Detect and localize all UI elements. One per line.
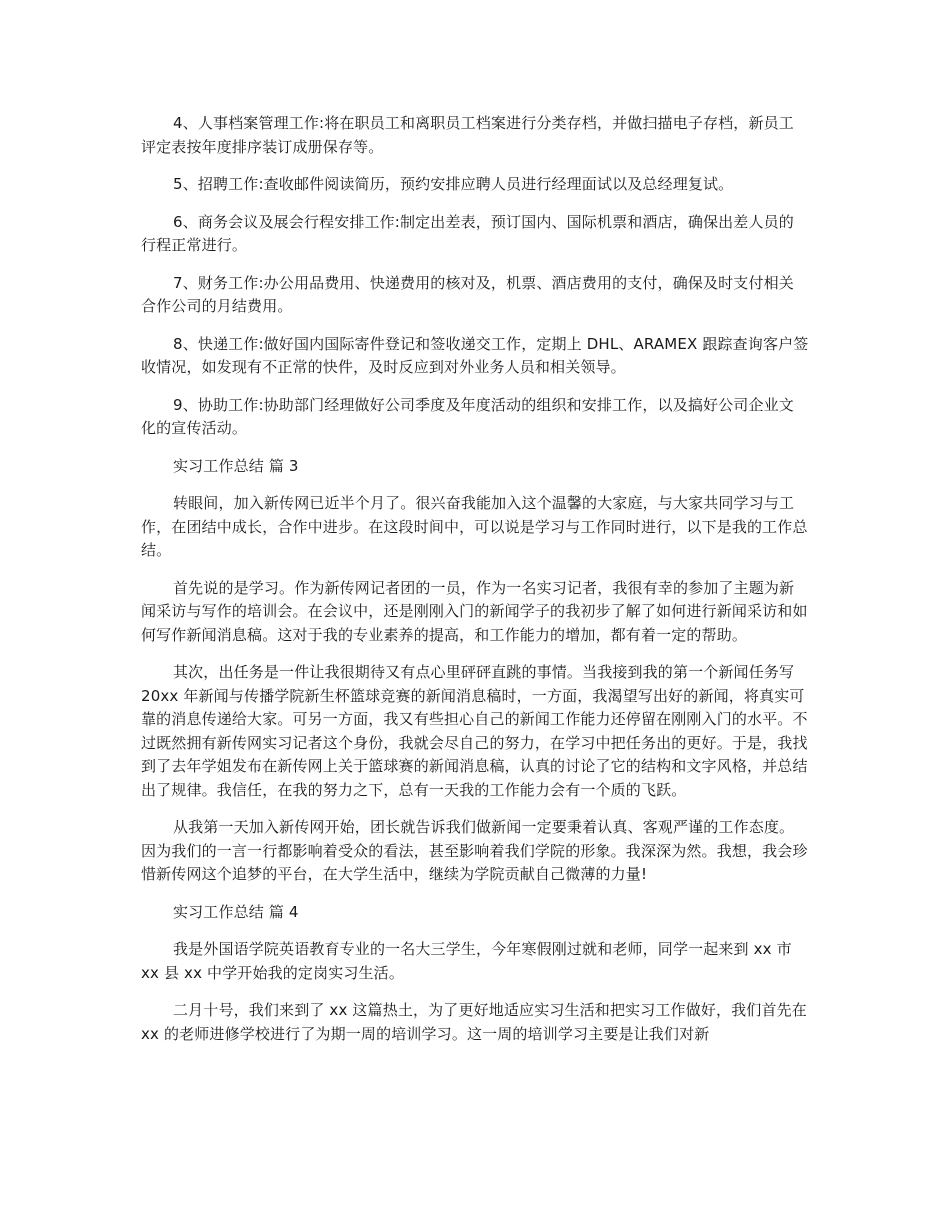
list-item-recruiting: 5、招聘工作:查收邮件阅读简历，预约安排应聘人员进行经理面试以及总经理复试。 (173, 175, 734, 193)
list-item-courier: 8、快递工作:做好国内国际寄件登记和签收递交工作，定期上 DHL、ARAMEX 跟踪查询客户签收情况，如发现有不正常的快件，及时反应到对外业务人员和相关领导。 (141, 334, 809, 376)
list-item-business-travel: 6、商务会议及展会行程安排工作:制定出差表，预订国内、国际机票和酒店，确保出差人员的行程正常进行。 (141, 212, 794, 254)
section-heading-3: 实习工作总结 篇 3 (173, 456, 299, 475)
paragraph: 其次，出任务是一件让我很期待又有点心里砰砰直跳的事情。当我接到我的第一个新闻任务写 20xx 年新闻与传播学院新生杯篮球竞赛的新闻消息稿时，一方面，我渴望写出好的新闻，将真实可靠的消息传递给大家。可另一方面，我又有些担心自己的新闻工作能力还停留在刚刚入门的水平。不过既然拥有新传网实习记者这个身份，我就会尽自己的努力，在学习中把任务出的更好。于是，我找到了去年学姐发布在新传网上关于篮球赛的新闻消息稿，认真的讨论了它的结构和文字风格，并总结出了规律。我信任，在我的努力之下，总有一天我的工作能力会有一个质的飞跃。 (141, 663, 808, 799)
paragraph: 从我第一天加入新传网开始，团长就告诉我们做新闻一定要秉着认真、客观严谨的工作态度。因为我们的一言一行都影响着受众的看法，甚至影响着我们学院的形象。我深深为然。我想，我会珍惜新传网这个追梦的平台，在大学生活中，继续为学院贡献自己微薄的力量! (141, 818, 808, 883)
list-item-finance: 7、财务工作:办公用品费用、快递费用的核对及，机票、酒店费用的支付，确保及时支付相关合作公司的月结费用。 (141, 273, 794, 315)
list-item-assistance: 9、协助工作:协助部门经理做好公司季度及年度活动的组织和安排工作，以及搞好公司企业文化的宣传活动。 (141, 395, 794, 437)
paragraph: 转眼间，加入新传网已近半个月了。很兴奋我能加入这个温馨的大家庭，与大家共同学习与工作，在团结中成长，合作中进步。在这段时间中，可以说是学习与工作同时进行，以下是我的工作总结。 (141, 494, 808, 559)
paragraph: 二月十号，我们来到了 xx 这篇热土，为了更好地适应实习生活和把实习工作做好，我们首先在 xx 的老师进修学校进行了为期一周的培训学习。这一周的培训学习主要是让我们对新 (141, 1001, 807, 1043)
paragraph: 我是外国语学院英语教育专业的一名大三学生，今年寒假刚过就和老师，同学一起来到 xx 市 xx 县 xx 中学开始我的定岗实习生活。 (141, 940, 792, 982)
section-heading-4: 实习工作总结 篇 4 (173, 902, 299, 921)
paragraph: 首先说的是学习。作为新传网记者团的一员，作为一名实习记者，我很有幸的参加了主题为新闻采访与写作的培训会。在会议中，还是刚刚入门的新闻学子的我初步了解了如何进行新闻采访和如何写作新闻消息稿。这对于我的专业素养的提高，和工作能力的增加，都有着一定的帮助。 (141, 578, 808, 644)
list-item-archives: 4、人事档案管理工作:将在职员工和离职员工档案进行分类存档，并做扫描电子存档，新员工评定表按年度排序装订成册保存等。 (141, 114, 794, 156)
document-page (141, 112, 809, 1060)
